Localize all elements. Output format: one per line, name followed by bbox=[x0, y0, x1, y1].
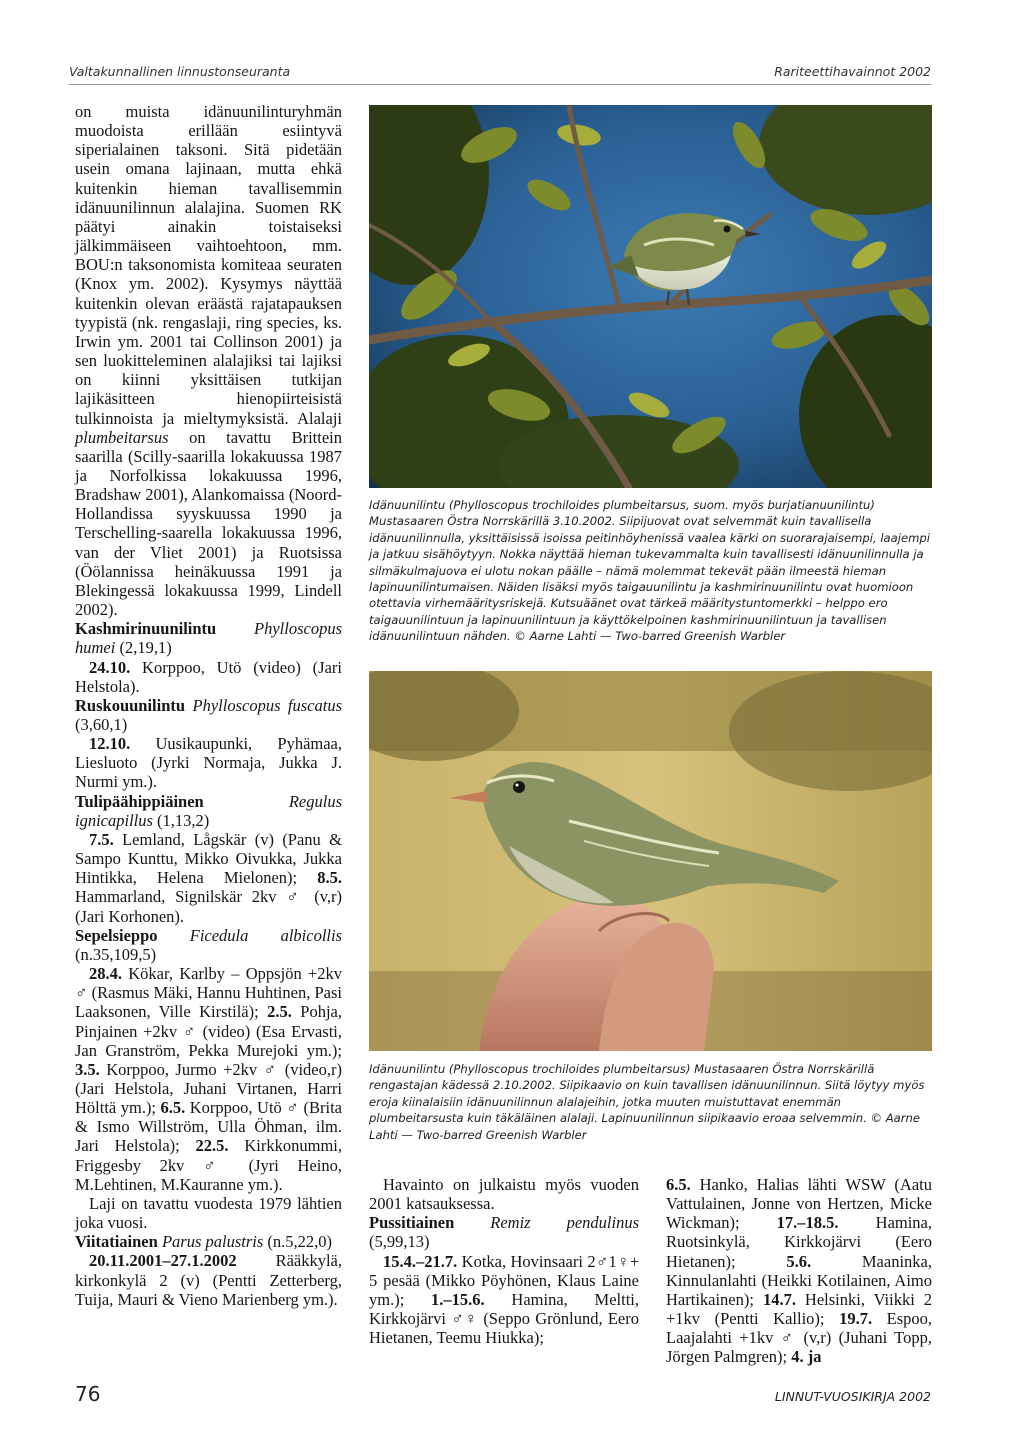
species-name: Ruskouunilintu bbox=[75, 695, 186, 715]
running-header-left: Valtakunnallinen linnustonseuranta bbox=[69, 64, 291, 79]
species-entry-sepelsieppo: Sepelsieppo Ficedula albicollis (n.35,109,5) bbox=[75, 925, 342, 964]
right-text-column bbox=[666, 1175, 932, 1367]
species-entry-pussitiainen: Pussitiainen Remiz pendulinus (5,99,13) bbox=[369, 1213, 639, 1252]
publication-footer: LINNUT-VUOSIKIRJA 2002 bbox=[774, 1389, 931, 1404]
intro-paragraph: on muista idänuunilinturyhmän muodoista erillään esiintyvä siperialainen taksoni. Sitä pidetään usein omana lajinaan, mutta ehkä kuitenkin hieman tavallisemmin idänuunilinnun alalajina. Suomen RK päätyi ainakin toistaiseksi jälkimmäiseen vaihtoehtoon, mm. BOU:n taksonomista komiteaa seuraten (Knox ym. 2002). Kysymys näyttää kuitenkin olevan eräästä rajatapauksen tyypistä (nk. rengaslaji, ring species, ks. Irwin ym. 2001 tai Collinson 2001) ja sen luokitteleminen alalajiksi tai lajiksi on kiinni yksittäisen tutkijan lajikäsitteen hienopiirteisistä tulkinnoista ja mieltymyksistä. Alalaji plumbeitarsus on tavattu Brittein saarilla (Scilly-saarilla lokakuussa 1987 ja Norfolkissa lokakuussa 1996, Bradshaw 2001), Alankomaissa (Noord-Hollandissa syyskuussa 1990 ja Terschelling-saarella lokakuussa 1996, van der Vliet 2001) ja Ruotsissa (Öölannissa heinäkuussa 1991 ja Blekingessä lokakuussa 1999, Lindell 2002). bbox=[75, 102, 342, 620]
species-note: Laji on tavattu vuodesta 1979 lähtien joka vuosi. bbox=[75, 1193, 342, 1233]
photo-caption-2: Idänuunilintu (Phylloscopus trochiloides plumbeitarsus) Mustasaaren Östra Norrskärillä rengastajan kädessä 2.10.2002. Siipikaavio on kuin tavallisen idänuunilinnun. Siitä löytyy myös eroja kiinalaisiin idänuunilinnun alalajeihin, jotka muuten muistuttavat enemmän plumbeitarsusta kuin täkäläinen alalaji. Lapinuunilinnun siipikaavio eroaa selvemmin. © Aarne Lahti — Two-barred Greenish Warbler bbox=[369, 1062, 925, 1142]
species-latin: Ficedula albicollis bbox=[189, 925, 342, 945]
species-latin: Phylloscopus fuscatus bbox=[192, 695, 342, 715]
header-rule bbox=[69, 84, 931, 85]
species-entry-tulipaahippiainen: Tulipäähippiäinen Regulus ignicapillus (1,13,2) bbox=[75, 791, 342, 830]
page-number: 76 bbox=[75, 1382, 101, 1406]
observation-record: 12.10. Uusikaupunki, Pyhämaa, Liesluoto (Jyrki Normaja, Jukka J. Nurmi ym.). bbox=[75, 734, 342, 792]
warbler-in-hand-photo bbox=[369, 671, 932, 1051]
species-entry-kashmirinuunilintu: Kashmirinuunilintu Phylloscopus humei (2,19,1) bbox=[75, 619, 342, 658]
observation-record: 15.4.–21.7. Kotka, Hovinsaari 2♂1♀+ 5 pesää (Mikko Pöyhönen, Klaus Laine ym.); 1.–15.6. Hamina, Meltti, Kirkkojärvi ♂♀ (Seppo Grönlund, Eero Hietanen, Teemu Hiukka); bbox=[369, 1251, 639, 1348]
warbler-on-branch-illustration bbox=[369, 105, 932, 488]
species-latin: Phylloscopus humei bbox=[75, 619, 342, 658]
warbler-in-hand-illustration bbox=[369, 671, 932, 1051]
species-name: Viitatiainen bbox=[75, 1232, 158, 1252]
observation-record: 24.10. Korppoo, Utö (video) (Jari Helstola). bbox=[75, 657, 342, 696]
species-name: Pussitiainen bbox=[369, 1213, 455, 1233]
species-latin: Remiz pendulinus bbox=[490, 1213, 639, 1233]
middle-text-column bbox=[369, 1175, 639, 1347]
species-entry-ruskouunilintu: Ruskouunilintu Phylloscopus fuscatus (3,60,1) bbox=[75, 695, 342, 734]
species-entry-viitatiainen: Viitatiainen Parus palustris (n.5,22,0) bbox=[75, 1232, 332, 1252]
warbler-on-branch-photo bbox=[369, 105, 932, 488]
observation-record: 28.4. Kökar, Karlby – Oppsjön +2kv ♂ (Rasmus Mäki, Hannu Huhtinen, Pasi Laaksonen, Ville Kirstilä); 2.5. Pohja, Pinjainen +2kv ♂ (video) (Esa Ervasti, Jan Granström, Pekka Murejoki ym.); 3.5. Korppoo, Jurmo +2kv ♂ (video,r) (Jari Helstola, Juhani Virtanen, Harri Hölttä ym.); 6.5. Korppoo, Utö ♂ (Brita & Ismo Willström, Ulla Öhman, ilm. Jari Helstola); 22.5. Kirkkonummi, Friggesby 2kv ♂ (Jyri Heino, M.Lehtinen, M.Kauranne ym.). bbox=[75, 964, 342, 1194]
species-note: Havainto on julkaistu myös vuoden 2001 katsauksessa. bbox=[369, 1175, 639, 1214]
observation-record: 6.5. Hanko, Halias lähti WSW (Aatu Vattulainen, Jonne von Hertzen, Micke Wickman); 17.–18.5. Hamina, Ruotsinkylä, Kirkkojärvi (Eero Hietanen); 5.6. Maaninka, Kinnulanlahti (Heikki Kotilainen, Aimo Hartikainen); 14.7. Helsinki, Viikki 2 +1kv (Pentti Kallio); 19.7. Espoo, Laajalahti +1kv ♂ (v,r) (Juhani Topp, Jörgen Palmgren); 4. ja bbox=[666, 1175, 933, 1367]
species-latin: Parus palustris bbox=[161, 1232, 264, 1252]
species-latin: Regulus ignicapillus bbox=[75, 791, 342, 830]
species-name: Tulipäähippiäinen bbox=[75, 791, 204, 811]
observation-record: 7.5. Lemland, Lågskär (v) (Panu & Sampo Kunttu, Mikko Oivukka, Jukka Hintikka, Helena Mielonen); 8.5. Hammarland, Signilskär 2kv ♂ (v,r) (Jari Korhonen). bbox=[75, 829, 342, 926]
running-header-right: Rariteettihavainnot 2002 bbox=[774, 64, 931, 79]
species-name: Sepelsieppo bbox=[75, 925, 158, 945]
observation-record: 20.11.2001–27.1.2002 Rääkkylä, kirkonkylä 2 (v) (Pentti Zetterberg, Tuija, Mauri & Vieno Marienberg ym.). bbox=[75, 1251, 342, 1309]
species-name: Kashmirinuunilintu bbox=[75, 619, 217, 639]
photo-caption-1: Idänuunilintu (Phylloscopus trochiloides plumbeitarsus, suom. myös burjatianuunilintu) Mustasaaren Östra Norrskärillä 3.10.2002. Siipijuovat ovat selvemmät kuin tavallisella idänuunilinnulla, yksittäisissä isoissa peitinhöyhenissä vaalea kärki on suorarajaisempi, laajempi ja jatkuu sisähöytyyn. Nokka näyttää hieman tukevammalta kuin tavallisesti idänuunilinnulla ja silmäkulmajuova ei ulotu nokan päälle – nämä molemmat tekevät pään ilmeestä hieman lapinuunilintumaisen. Näiden lisäksi myös taigauunilintu ja kashmirinuunilintu ovat huomioon otettavia virhemääritysriskejä. Kutsuäänet ovat tärkeä määritystuntomerkki – helppo ero taigauunilintuun ja lapinuunilintuun ja käyttökelpoinen kashmirinuunilintuun ja tavallisen idänuunilintuun nähden. © Aarne Lahti — Two-barred Greenish Warbler bbox=[369, 498, 930, 644]
left-text-column bbox=[75, 102, 342, 1309]
